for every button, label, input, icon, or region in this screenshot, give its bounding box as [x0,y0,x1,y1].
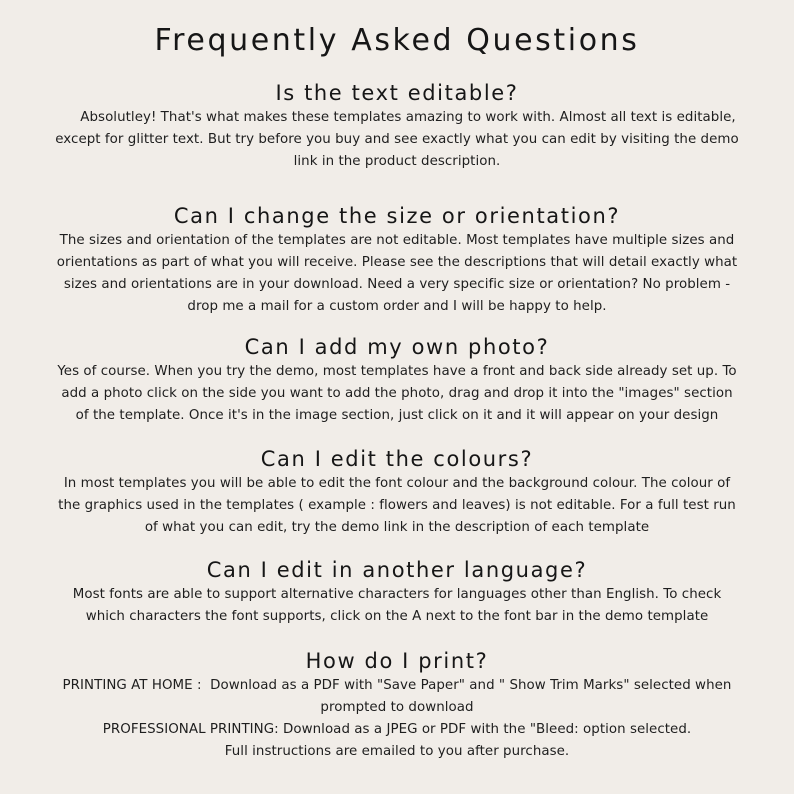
answer-line: of what you can edit, try the demo link in the description of each template [144,520,650,535]
page-title: Frequently Asked Questions [154,23,640,58]
faq-answer [0,584,794,628]
faq-item-own-photo [0,333,794,427]
answer-line: Yes of course. When you try the demo, most templates have a front and back side already set up. To [57,364,737,379]
faq-item-colours [0,445,794,539]
answer-line: which characters the font supports, click on the A next to the font bar in the demo template [85,609,709,624]
faq-item-size-orientation [0,202,794,318]
faq-answer [0,230,794,318]
faq-item-language [0,556,794,628]
answer-line: PROFESSIONAL PRINTING: Download as a JPEG or PDF with the "Bleed: option selected. [102,722,692,737]
answer-line: the graphics used in the templates ( example : flowers and leaves) is not editable. For a full test run [58,498,736,513]
answer-line: sizes and orientations are in your download. Need a very specific size or orientation? No problem - [63,277,731,292]
answer-line: Most fonts are able to support alternative characters for languages other than English. To check [72,587,722,602]
answer-line: drop me a mail for a custom order and I will be happy to help. [187,299,607,314]
answer-line: In most templates you will be able to edit the font colour and the background colour. The colour of [63,476,731,491]
faq-answer [0,473,794,539]
faq-question: Can I edit the colours? [260,447,534,471]
answer-line: of the template. Once it's in the image section, just click on it and it will appear on your design [75,408,719,423]
faq-question: Can I add my own photo? [244,335,550,359]
answer-line: link in the product description. [293,154,501,169]
answer-line: Absolutley! That's what makes these templates amazing to work with. Almost all text is editable, [80,110,736,125]
answer-line: PRINTING AT HOME : Download as a PDF with "Save Paper" and " Show Trim Marks" selected when [62,678,732,693]
faq-question: Is the text editable? [275,81,519,105]
faq-answer [0,361,794,427]
faq-item-printing [0,647,794,763]
faq-answer [17,107,777,173]
answer-line: orientations as part of what you will receive. Please see the descriptions that will detail exactly what [56,255,738,270]
answer-line: Full instructions are emailed to you after purchase. [224,744,570,759]
faq-question: Can I edit in another language? [206,558,588,582]
faq-answer [0,675,794,763]
answer-line: except for glitter text. But try before you buy and see exactly what you can edit by visiting the demo [55,132,739,147]
faq-question: Can I change the size or orientation? [173,204,621,228]
faq-item-text-editable [0,79,794,173]
answer-line: prompted to download [320,700,474,715]
answer-line: The sizes and orientation of the templates are not editable. Most templates have multiple sizes and [59,233,735,248]
answer-line: add a photo click on the side you want to add the photo, drag and drop it into the "images" section [61,386,733,401]
faq-question: How do I print? [305,649,489,673]
